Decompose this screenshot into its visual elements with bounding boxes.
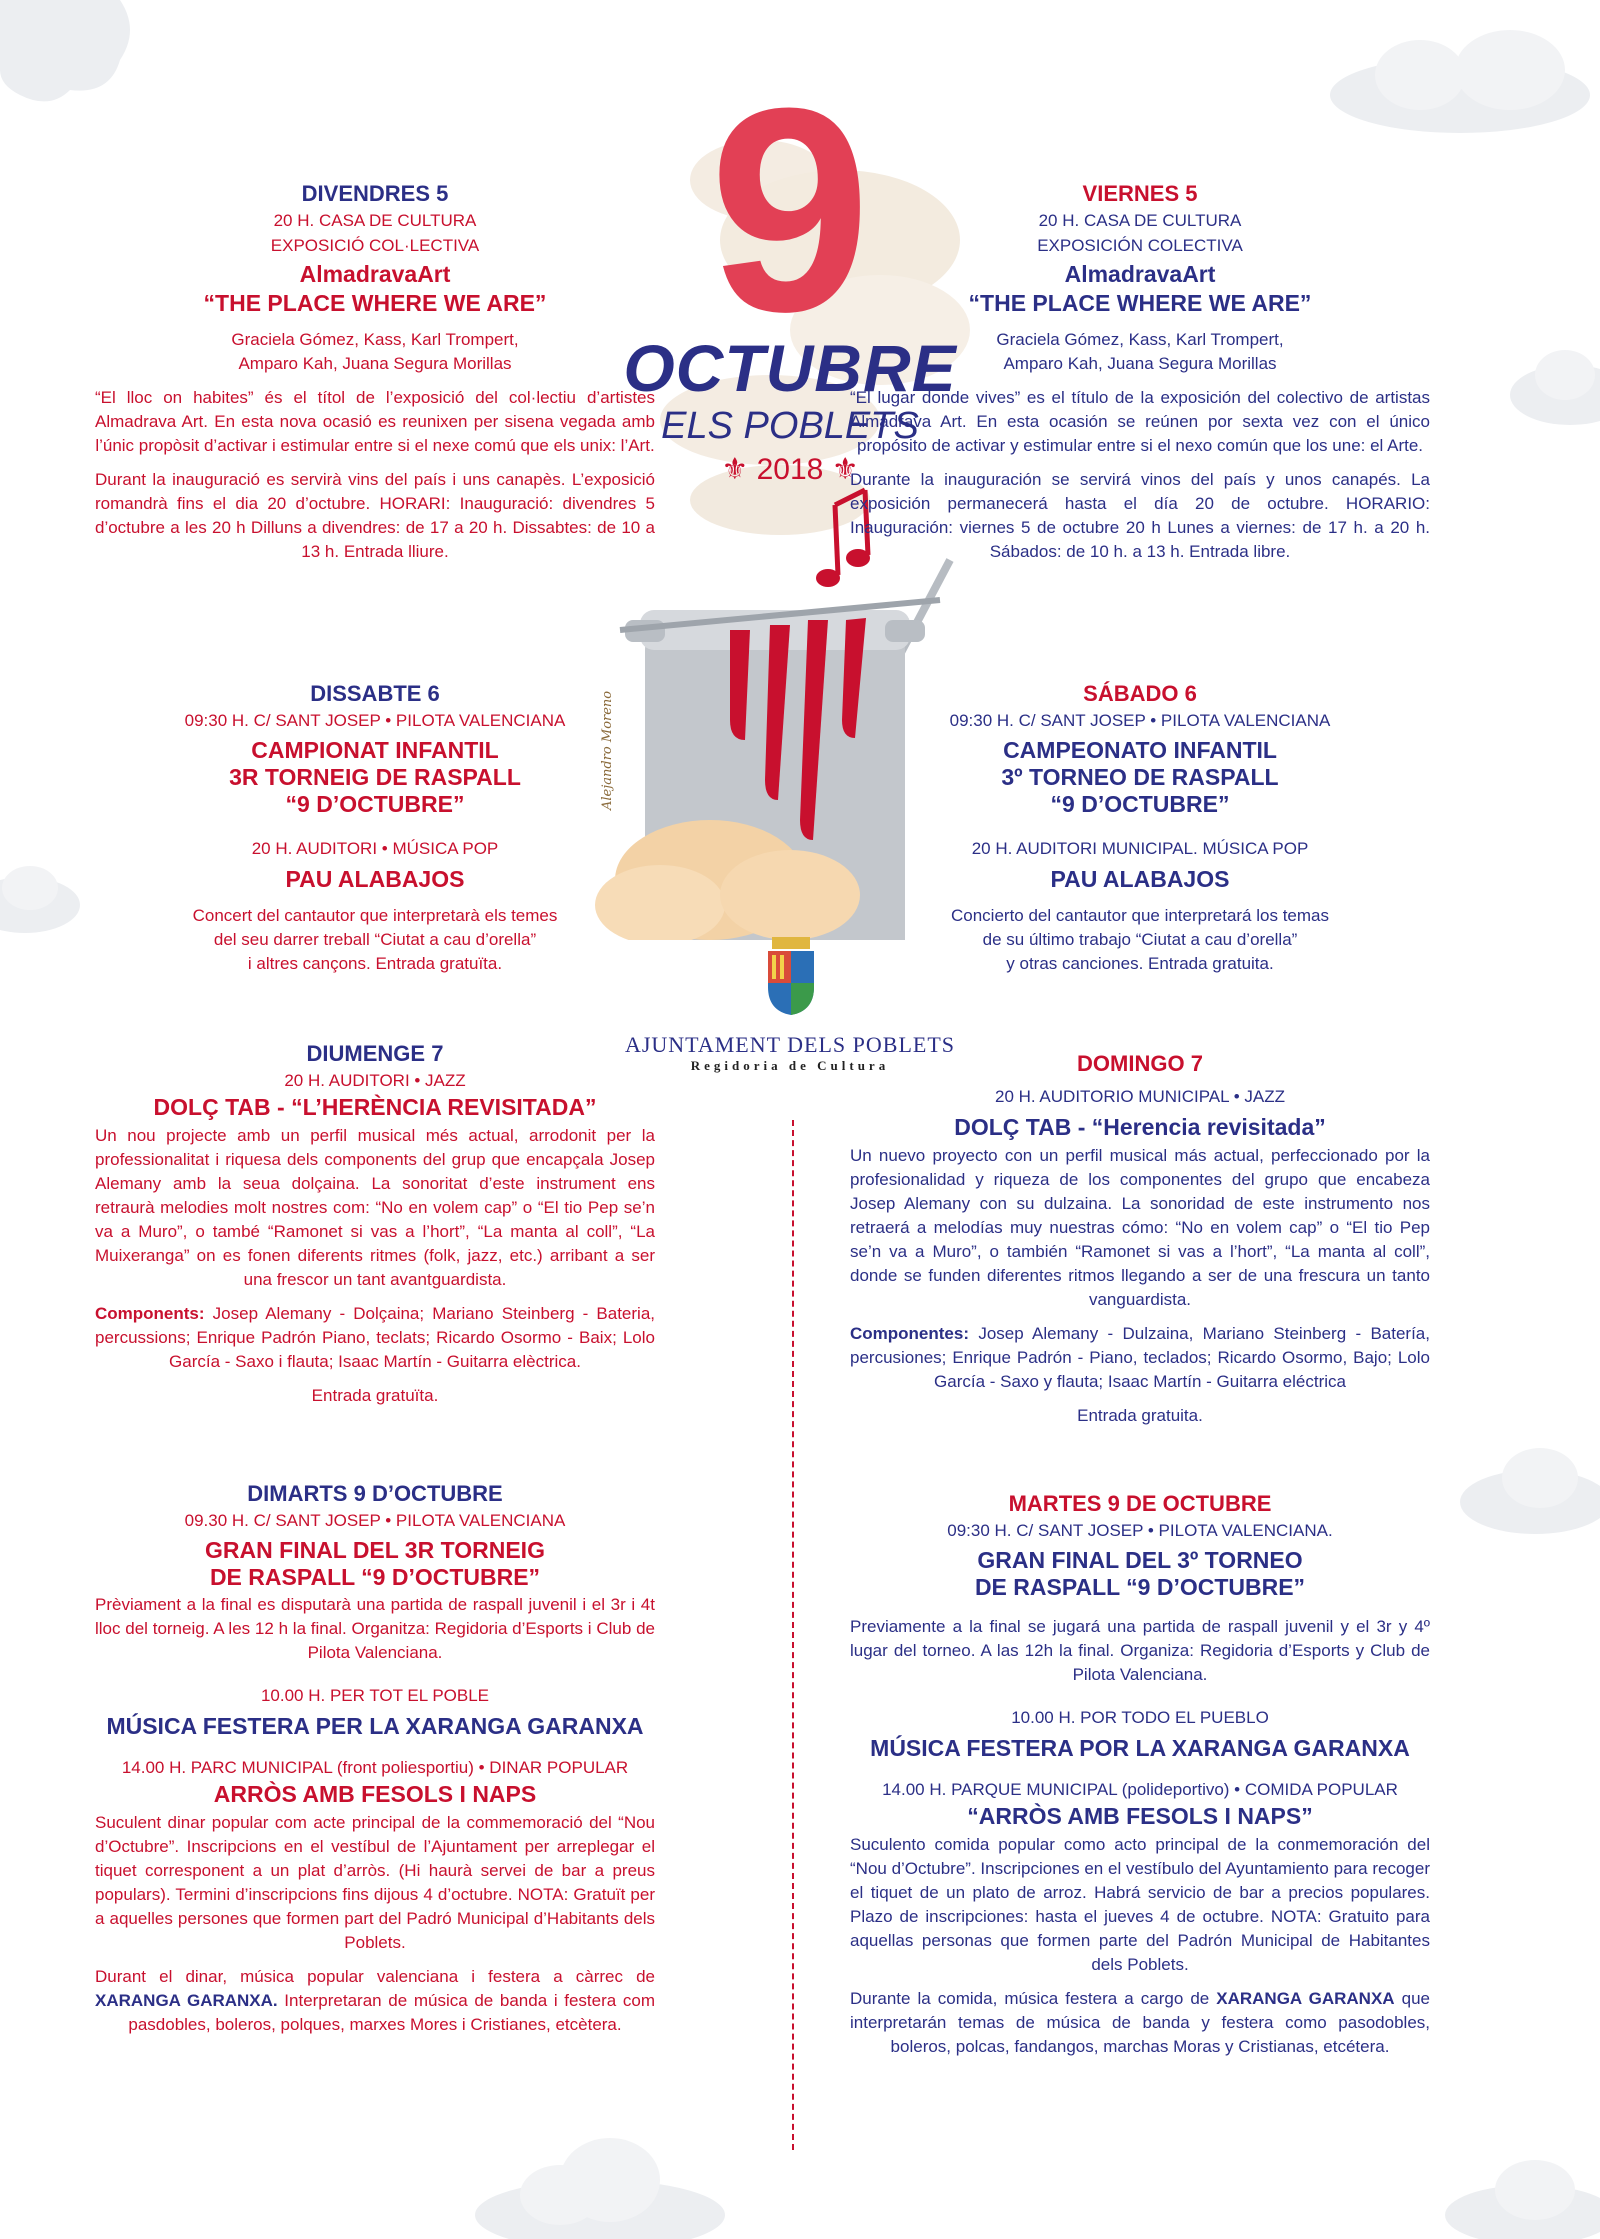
cloud-decoration-right-low xyxy=(1450,1440,1600,1540)
cloud-decoration-top-left xyxy=(0,0,140,110)
event-saturday xyxy=(850,680,1430,976)
event-saturday xyxy=(95,680,655,976)
day-heading: MARTES 9 DE OCTUBRE xyxy=(1008,1491,1272,1516)
event-description: Suculento comida popular como acto principal de la conmemoración del “Nou d’Octubre”. Inscripciones en el vestíbulo del Ayuntamiento para recoger el tiquet de un plato de arroz. Habrá servicio de bar a precios populares. Plazo de inscripciones: hasta el jueves 4 de octubre. NOTA: Gratuito para aquellas personas que formen parte del Padrón Municipal de Habitantes dels Poblets. xyxy=(850,1835,1430,1974)
text-part: que interpretarán temas de música de banda y festera como pasodobles, boleros, polcas, fandangos, marchas Moras y Cristianas, etcétera. xyxy=(850,1989,1430,2056)
event-artist: AlmadravaArt xyxy=(1064,261,1216,287)
event-sunday xyxy=(850,1050,1430,1428)
event-friday xyxy=(95,180,655,564)
municipal-coat-of-arms-icon xyxy=(760,935,822,1017)
event-title: DOLÇ TAB - “L’HERÈNCIA REVISITADA” xyxy=(153,1094,597,1120)
event-description: Un nuevo proyecto con un perfil musical más actual, perfeccionado por la profesionalidad y riqueza de los componentes del grupo que encabeza Josep Alemany con su dulzaina. La sonoridad de este instrumento nos retraerá a melodías muy nuestras cómo: “No en volem cap” o “El tio Pep se’n va a Muro”, o también “Ramonet si vas a l’hort”, “La manta al coll”, donde se funden diferentes ritmos llegando a ser de una frescura un tanto vanguardista. xyxy=(850,1146,1430,1309)
event-description xyxy=(95,1965,655,2037)
event-meta: EXPOSICIÓN COLECTIVA xyxy=(1037,236,1243,255)
event-meta: 09.30 H. C/ SANT JOSEP • PILOTA VALENCIANA xyxy=(184,1511,566,1530)
event-meta: 20 H. AUDITORI MUNICIPAL. MÚSICA POP xyxy=(971,839,1309,858)
event-description: Durant la inauguració es servirà vins del país i uns canapès. L’exposició romandrà fins el dia 20 d’octubre. HORARI: Inauguració: divendres 5 d’octubre a les 20 h Dilluns a divendres: de 17 a 20 h. Dissabtes: de 10 a 13 h. Entrada lliure. xyxy=(95,470,655,561)
event-title: CAMPIONAT INFANTIL 3R TORNEIG DE RASPALL “9 D’OCTUBRE” xyxy=(229,737,521,817)
event-title: ARRÒS AMB FESOLS I NAPS xyxy=(213,1781,537,1807)
event-title: CAMPEONATO INFANTIL 3º TORNEO DE RASPALL “9 D’OCTUBRE” xyxy=(1001,737,1279,817)
cloud-decoration-bottom-center xyxy=(470,2120,730,2239)
organization-name: AJUNTAMENT DELS POBLETS xyxy=(624,1032,956,1057)
event-meta: 20 H. AUDITORI • MÚSICA POP xyxy=(251,839,499,858)
event-description: Un nou projecte amb un perfil musical més actual, arrodonit per la professionalitat i riquesa dels components del grup que encapçala Josep Alemany amb la seua dolçaina. La sonoritat d’este instrument ens retraurà melodies molt nostres com: “No en volem cap” o “El tio Pep se’n va a Muro”, o també “Ramonet si vas a l’hort”, “La manta al coll”, “La Muixeranga” on es fonen diferents ritmes (folk, jazz, etc.) arribant a ser una frescor un tant avantguardista. xyxy=(95,1126,655,1289)
event-description: “El lloc on habites” és el títol de l’exposició del col·lectiu d’artistes Almadrava Art. En esta nova ocasió es reunixen per sisena vegada amb l’únic propòsit d’activar i estimular entre si el nexe comú que els unix: l’Art. xyxy=(95,388,655,455)
band-name: XARANGA GARANXA xyxy=(1216,1989,1395,2008)
event-title: “THE PLACE WHERE WE ARE” xyxy=(203,290,547,316)
day-heading: DIMARTS 9 D’OCTUBRE xyxy=(247,1481,503,1506)
event-description: Suculent dinar popular com acte principal de la commemoració del “Nou d’Octubre”. Inscripcions en el vestíbul de l’Ajuntament per arreplegar el tiquet corresponent a un plat d’arròs. (Hi haurà servei de bar a preus populars). Termini d’inscripcions fins dijous 4 d’octubre. NOTA: Gratuït per a aquelles persones que formen part del Padró Municipal d’Habitants dels Poblets. xyxy=(95,1813,655,1952)
components-label: Componentes: xyxy=(850,1324,969,1343)
event-components xyxy=(850,1322,1430,1394)
day-heading: VIERNES 5 xyxy=(1082,181,1198,206)
event-description: Durante la inauguración se servirá vinos del país y unos canapés. La exposición permanecerá hasta el día 20 de octubre. HORARIO: Inauguración: viernes 5 de octubre 20 h Lunes a viernes: de 17 h. a 20 h. Sábados: de 10 h. a 13 h. Entrada libre. xyxy=(850,470,1430,561)
event-description: Concert del cantautor que interpretarà els temes del seu darrer treball “Ciutat a cau d’orella” i altres cançons. Entrada gratuïta. xyxy=(192,906,558,973)
components-list: Josep Alemany - Dulzaina, Mariano Steinberg - Batería, percusiones; Enrique Padrón - Piano, teclados; Ricardo Osormo, Bajo; Lolo García - Saxo y flauta; Isaac Martín - Guitarra eléctrica xyxy=(850,1324,1430,1391)
cloud-decoration-bottom-right xyxy=(1440,2150,1600,2239)
cloud-decoration-right-mid xyxy=(1500,340,1600,430)
event-description: “El lugar donde vives” es el título de la exposición del colectivo de artistas Almadrava Art. En esta ocasión se reúnen por sexta vez con el único propósito de activar y estimular entre si el nexo común que los une: el Arte. xyxy=(850,388,1430,455)
event-meta: 09:30 H. C/ SANT JOSEP • PILOTA VALENCIANA. xyxy=(947,1521,1333,1540)
event-tuesday xyxy=(850,1490,1430,2059)
event-meta: 20 H. CASA DE CULTURA xyxy=(273,211,477,230)
event-entry: Entrada gratuita. xyxy=(1077,1406,1203,1425)
event-meta: EXPOSICIÓ COL·LECTIVA xyxy=(270,236,480,255)
event-meta: 14.00 H. PARQUE MUNICIPAL (polideportivo) • COMIDA POPULAR xyxy=(882,1780,1398,1799)
components-list: Josep Alemany - Dolçaina; Mariano Steinberg - Bateria, percussions; Enrique Padrón Piano, teclats; Ricardo Osormo - Baix; Lolo García - Saxo i flauta; Isaac Martín - Guitarra elèctrica. xyxy=(95,1304,655,1371)
poster-year: ⚜ 2018 ⚜ xyxy=(721,453,859,486)
day-heading: DISSABTE 6 xyxy=(310,681,440,706)
event-title: GRAN FINAL DEL 3º TORNEO DE RASPALL “9 D’OCTUBRE” xyxy=(974,1547,1306,1600)
event-title: GRAN FINAL DEL 3R TORNEIG DE RASPALL “9 D’OCTUBRE” xyxy=(205,1537,545,1590)
text-part: Durant el dinar, música popular valenciana i festera a càrrec de xyxy=(95,1967,655,1986)
event-meta: 20 H. AUDITORI • JAZZ xyxy=(284,1071,466,1090)
day-heading: DIVENDRES 5 xyxy=(301,181,449,206)
event-names: Graciela Gómez, Kass, Karl Trompert, Amparo Kah, Juana Segura Morillas xyxy=(996,330,1284,373)
event-title: DOLÇ TAB - “Herencia revisitada” xyxy=(954,1114,1326,1140)
event-artist: AlmadravaArt xyxy=(299,261,451,287)
event-names: Graciela Gómez, Kass, Karl Trompert, Amparo Kah, Juana Segura Morillas xyxy=(231,330,519,373)
event-entry: Entrada gratuïta. xyxy=(311,1386,439,1405)
event-description: Prèviament a la final es disputarà una partida de raspall juvenil i el 3r i 4t lloc del torneig. A les 12 h la final. Organitza: Regidoria d’Esports i Club de Pilota Valenciana. xyxy=(95,1595,655,1662)
poster-number: 9 xyxy=(709,48,871,372)
event-description xyxy=(850,1987,1430,2059)
event-sunday xyxy=(95,1040,655,1408)
event-description: Concierto del cantautor que interpretará los temas de su último trabajo “Ciutat a cau d’orella” y otras canciones. Entrada gratuita. xyxy=(951,906,1329,973)
components-label: Components: xyxy=(95,1304,205,1323)
event-components xyxy=(95,1302,655,1374)
text-part: Interpretaran de música de banda i festera com pasdobles, boleros, polques, marxes Mores i Cristianes, etcètera. xyxy=(128,1991,655,2034)
artist-signature: Alejandro Moreno xyxy=(600,690,615,810)
day-heading: SÁBADO 6 xyxy=(1083,681,1197,706)
band-name: XARANGA GARANXA. xyxy=(95,1991,278,2010)
cloud-decoration-left-mid xyxy=(0,860,90,940)
day-heading: DOMINGO 7 xyxy=(1077,1051,1203,1076)
event-meta: 20 H. CASA DE CULTURA xyxy=(1038,211,1242,230)
cloud-decoration-top-right xyxy=(1310,20,1600,140)
event-title: “ARRÒS AMB FESOLS I NAPS” xyxy=(967,1803,1313,1829)
event-meta: 10.00 H. PER TOT EL POBLE xyxy=(260,1686,490,1705)
column-divider xyxy=(792,1120,794,2150)
event-meta: 10.00 H. POR TODO EL PUEBLO xyxy=(1011,1708,1269,1727)
text-part: Durante la comida, música festera a cargo de xyxy=(850,1989,1217,2008)
event-artist: PAU ALABAJOS xyxy=(285,866,465,892)
event-tuesday xyxy=(95,1480,655,2037)
day-heading: DIUMENGE 7 xyxy=(306,1041,444,1066)
organization-department: Regidoria de Cultura xyxy=(690,1058,890,1073)
event-meta: 20 H. AUDITORIO MUNICIPAL • JAZZ xyxy=(995,1087,1285,1106)
poster-subtitle: ELS POBLETS xyxy=(661,405,919,447)
event-title: “THE PLACE WHERE WE ARE” xyxy=(968,290,1312,316)
event-meta: 14.00 H. PARC MUNICIPAL (front poliesportiu) • DINAR POPULAR xyxy=(121,1758,629,1777)
event-friday xyxy=(850,180,1430,564)
event-meta: 09:30 H. C/ SANT JOSEP • PILOTA VALENCIANA xyxy=(949,711,1331,730)
event-description: Previamente a la final se jugará una partida de raspall juvenil y el 3r y 4º lugar del torneo. A las 12h la final. Organiza: Regidoria d’Esports y Club de Pilota Valenciana. xyxy=(850,1617,1430,1684)
event-title: MÚSICA FESTERA PER LA XARANGA GARANXA xyxy=(106,1713,644,1739)
event-title: MÚSICA FESTERA POR LA XARANGA GARANXA xyxy=(870,1735,1410,1761)
event-meta: 09:30 H. C/ SANT JOSEP • PILOTA VALENCIANA xyxy=(184,711,566,730)
event-artist: PAU ALABAJOS xyxy=(1050,866,1230,892)
poster-title: OCTUBRE xyxy=(623,331,957,405)
